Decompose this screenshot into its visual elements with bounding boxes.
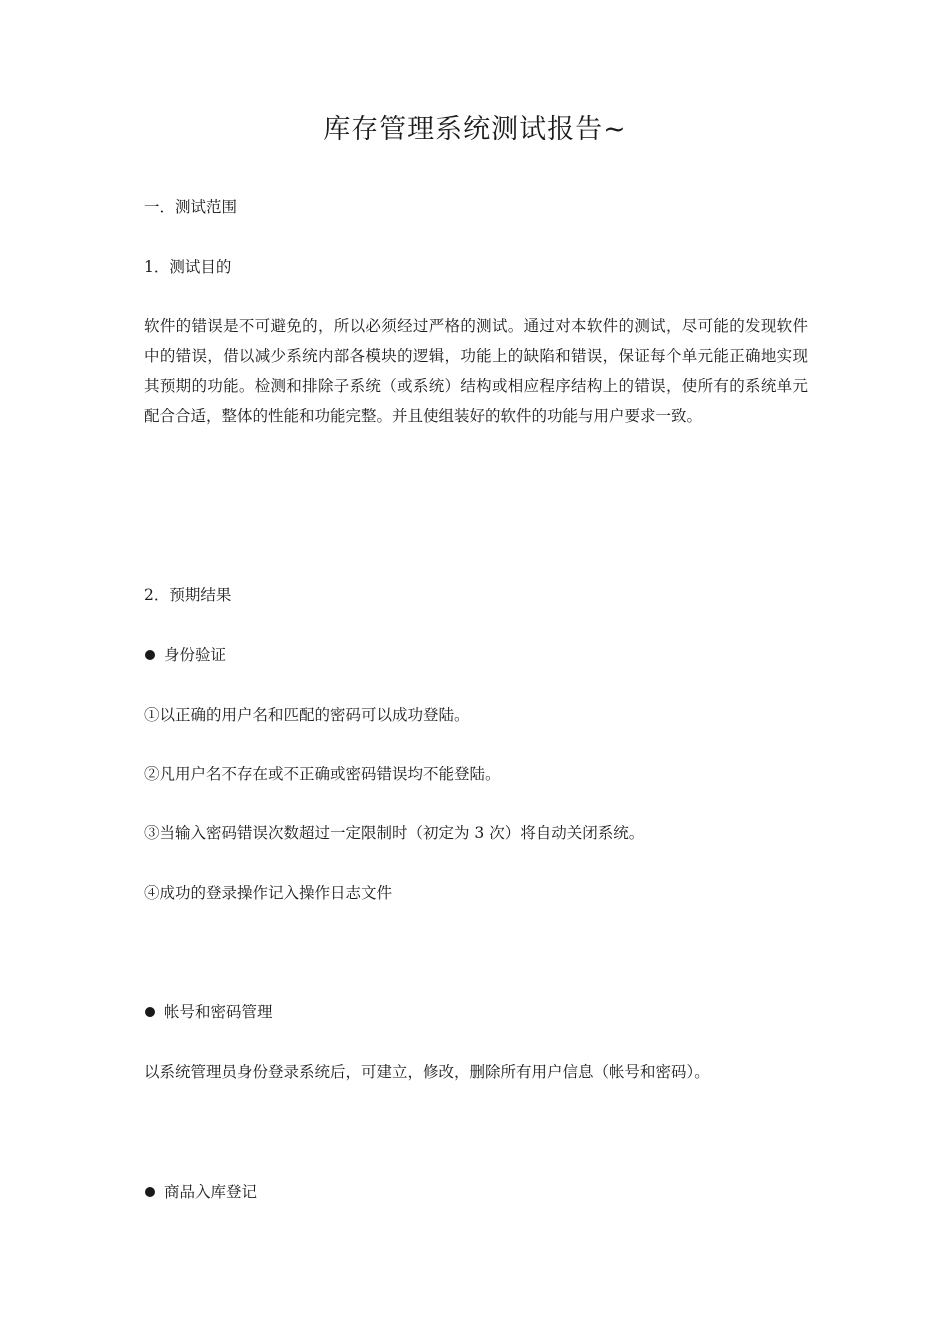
- bullet-label: 帐号和密码管理: [164, 1003, 273, 1021]
- list-item: ④成功的登录操作记入操作日志文件: [144, 884, 393, 902]
- list-item: ③当输入密码错误次数超过一定限制时（初定为 3 次）将自动关闭系统。: [144, 824, 645, 842]
- subsection-heading-purpose: 1．测试目的: [144, 258, 232, 276]
- bullet-icon: [145, 1187, 155, 1197]
- purpose-paragraph: 软件的错误是不可避免的，所以必须经过严格的测试。通过对本软件的测试，尽可能的发现软件中的错误，借以减少系统内部各模块的逻辑，功能上的缺陷和错误，保证每个单元能正确地实现其预期的功能。检测和排除子系统（或系统）结构或相应程序结构上的错误，使所有的系统单元配合合适，整体的性能和功能完整。并且使组装好的软件的功能与用户要求一致。: [144, 317, 808, 425]
- list-item: 以系统管理员身份登录系统后，可建立，修改，删除所有用户信息（帐号和密码）。: [144, 1063, 710, 1081]
- bullet-identity-verification: [144, 640, 226, 670]
- bullet-icon: [145, 650, 155, 660]
- subsection-heading-expected-results: 2．预期结果: [144, 586, 232, 604]
- bullet-label: 身份验证: [164, 646, 227, 664]
- bullet-label: 商品入库登记: [164, 1183, 258, 1201]
- bullet-account-password: [144, 997, 273, 1027]
- document-title: 库存管理系统测试报告~: [323, 114, 627, 145]
- list-item: ②凡用户名不存在或不正确或密码错误均不能登陆。: [144, 765, 501, 783]
- bullet-stock-in-registration: [144, 1177, 257, 1207]
- list-item: ①以正确的用户名和匹配的密码可以成功登陆。: [144, 706, 470, 724]
- bullet-icon: [145, 1007, 155, 1017]
- section-heading: 一．测试范围: [144, 198, 238, 216]
